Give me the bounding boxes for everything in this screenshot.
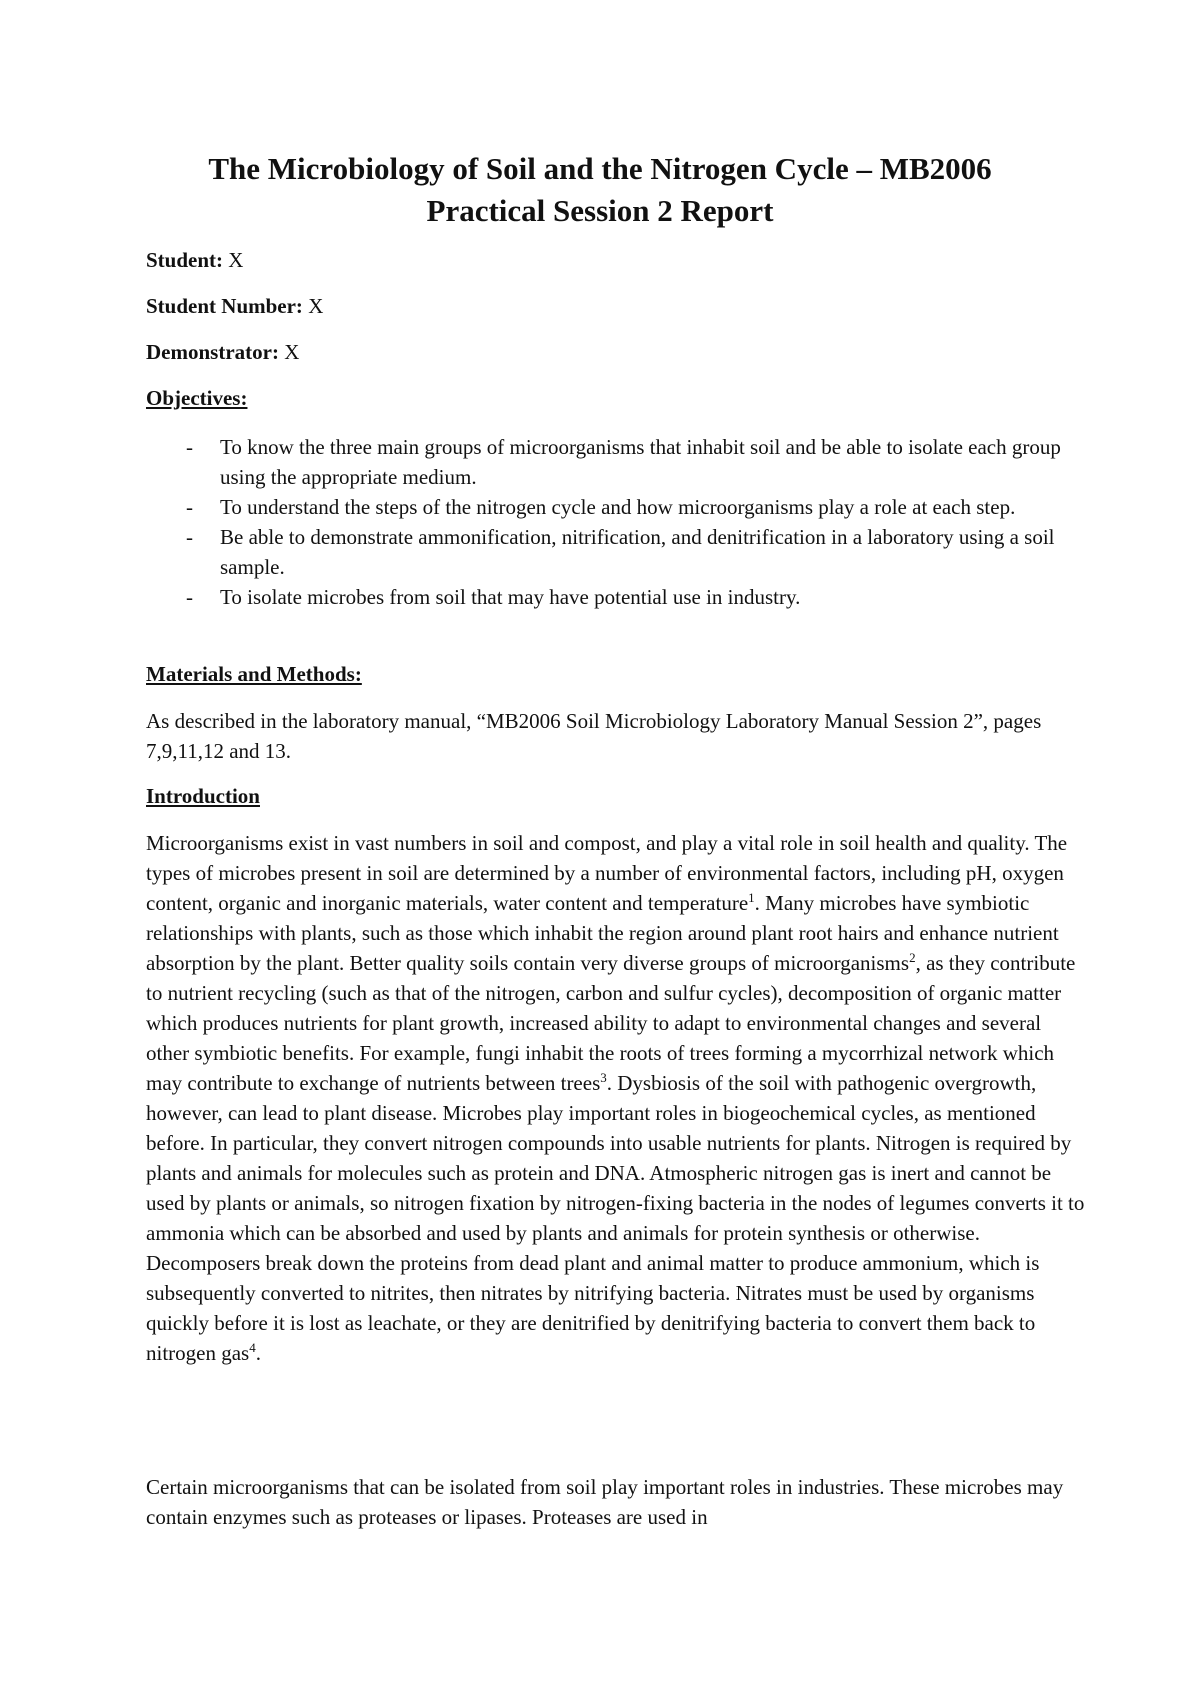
student-number-value: X [308,294,324,318]
introduction-paragraph-2: Certain microorganisms that can be isolated from soil play important roles in industries. These microbes may contain enzymes such as proteases or lipases. Proteases are used in [146,1475,1064,1529]
list-item: - To isolate microbes from soil that may have potential use in industry. [186,585,801,609]
objectives-heading: Objectives: [146,386,248,410]
demonstrator-field [146,338,299,366]
introduction-heading: Introduction [146,784,260,808]
student-number-field [146,292,323,320]
document-title [0,148,1200,232]
list-item: - To know the three main groups of microorganisms that inhabit soil and be able to isolate each group using the appropriate medium. [186,435,1061,489]
student-label: Student: [146,248,224,272]
reference-3: 3 [600,1070,607,1085]
student-field [146,246,243,274]
demonstrator-label: Demonstrator: [146,340,279,364]
reference-2: 2 [909,950,916,965]
list-item: - To understand the steps of the nitrogen cycle and how microorganisms play a role at each step. [186,495,1016,519]
title-line-2: Practical Session 2 Report [426,193,774,228]
materials-text: As described in the laboratory manual, “MB2006 Soil Microbiology Laboratory Manual Session 2”, pages 7,9,11,12 and 13. [146,709,1042,763]
demonstrator-value: X [284,340,300,364]
list-item: - Be able to demonstrate ammonification, nitrification, and denitrification in a laboratory using a soil sample. [186,525,1055,579]
title-line-1: The Microbiology of Soil and the Nitrogen Cycle – MB2006 [208,151,992,186]
objectives-list [146,432,1076,612]
reference-1: 1 [748,890,755,905]
reference-4: 4 [249,1340,256,1355]
student-value: X [228,248,244,272]
materials-heading: Materials and Methods: [146,662,362,686]
student-number-label: Student Number: [146,294,303,318]
introduction-paragraph-1: Microorganisms exist in vast numbers in soil and compost, and play a vital role in soil health and quality. The types of microbes present in soil are determined by a number of environmental factors, including pH, oxygen content, organic and inorganic materials, water content and temperature$^1$. Many microbes have symbiotic relationships with plants, such as those which inhabit the region around plant root hairs and enhance nutrient absorption by the plant. Better quality soils contain very diverse groups of microorganisms$^2$, as they contribute to nutrient recycling (such as that of the nitrogen, carbon and sulfur cycles), decomposition of organic matter which produces nutrients for plant growth, increased ability to adapt to environmental changes and several other symbiotic benefits. For example, fungi inhabit the roots of trees forming a mycorrhizal network which may contribute to exchange of nutrients between trees$^3$. Dysbiosis of the soil with pathogenic overgrowth, however, can lead to plant disease. Microbes play important roles in biogeochemical cycles, as mentioned before. In particular, they convert nitrogen compounds into usable nutrients for plants. Nitrogen is required by plants and animals for molecules such as protein and DNA. Atmospheric nitrogen gas is inert and cannot be used by plants or animals, so nitrogen fixation by nitrogen-fixing bacteria in the nodes of legumes converts it to ammonia which can be absorbed and used by plants and animals for protein synthesis or otherwise. Decomposers break down the proteins from dead plant and animal matter to produce ammonium, which is subsequently converted to nitrites, then nitrates by nitrifying bacteria. Nitrates must be used by organisms quickly before it is lost as leachate, or they are denitrified by denitrifying bacteria to convert them back to nitrogen gas$^4$. [146,831,1085,1365]
